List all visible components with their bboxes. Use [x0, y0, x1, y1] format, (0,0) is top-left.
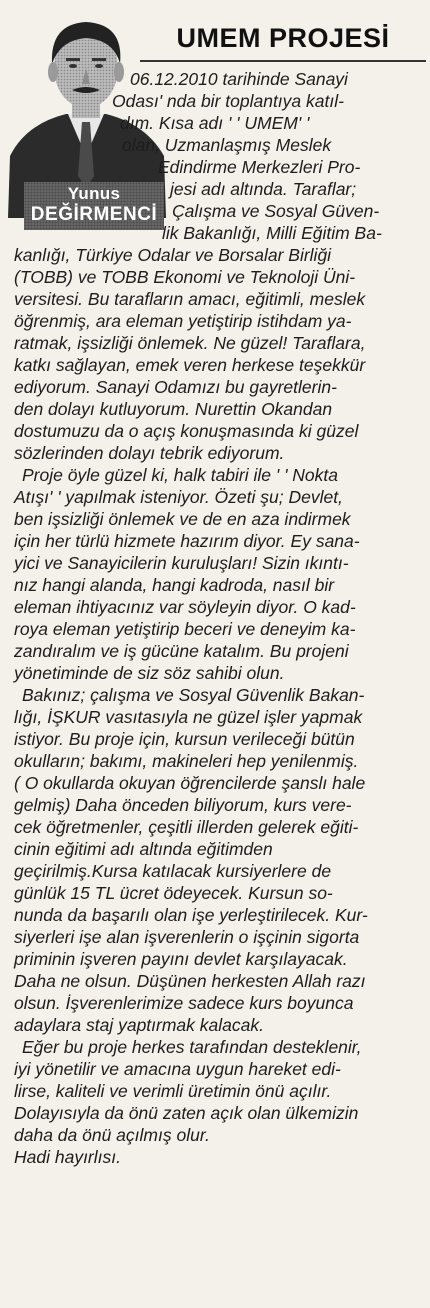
title-divider	[140, 60, 426, 62]
article-line: cek öğretmenler, çeşitli illerden gelerek eğiti-	[14, 817, 359, 837]
author-last-name: DEĞİRMENCİ	[30, 204, 158, 225]
article-line: sözlerinden dolayı tebrik ediyorum.	[14, 443, 285, 463]
article-line: 06.12.2010 tarihinde Sanayi	[130, 69, 348, 89]
article-line: Çalışma ve Sosyal Güven-	[172, 201, 380, 221]
article-line: cinin eğitimi adı altında eğitimden	[14, 839, 273, 859]
article-line: geçirilmiş.Kursa katılacak kursiyerlere de	[14, 861, 332, 881]
article-line: istiyor. Bu proje için, kursun verileceği bütün	[14, 729, 355, 749]
article-line: priminin işveren payını devlet karşılayacak.	[14, 949, 348, 969]
article-line: lik Bakanlığı, Milli Eğitim Ba-	[162, 223, 382, 243]
article-line: öğrenmiş, ara eleman yetiştirip istihdam ya-	[14, 311, 352, 331]
article-line: kanlığı, Türkiye Odalar ve Borsalar Birliği	[14, 245, 332, 265]
author-first-name: Yunus	[67, 184, 121, 203]
article-line: ratmak, işsizliği önlemek. Ne güzel! Taraflara,	[14, 333, 366, 353]
article-line: Odası' nda bir toplantıya katıl-	[112, 91, 344, 111]
article-line: katkı sağlayan, emek veren herkese teşekkür	[14, 355, 366, 375]
article-line: için her türlü hizmete hazırım diyor. Ey sana-	[14, 531, 360, 551]
article-line: roya eleman yetiştirip beceri ve deneyim ka-	[14, 619, 356, 639]
article-line: adaylara staj yaptırmak kalacak.	[14, 1015, 264, 1035]
article-line: iyi yönetilir ve amacına uygun hareket edi-	[14, 1059, 341, 1079]
article-line: zandıralım ve iş gücüne katalım. Bu projeni	[14, 641, 349, 661]
article-line: siyerleri işe alan işverenlerin o işçinin sigorta	[14, 927, 360, 947]
article-line: Hadi hayırlısı.	[14, 1147, 121, 1167]
article-line: daha da önü açılmış olur.	[14, 1125, 210, 1145]
article-line: dım. Kısa adı ' ' UMEM' '	[120, 113, 310, 133]
article-line: Eğer bu proje herkes tarafından desteklenir,	[22, 1037, 362, 1057]
article-line: yici ve Sanayicilerin kuruluşları! Sizin ıkıntı-	[14, 553, 349, 573]
article-line: gelmiş) Daha önceden biliyorum, kurs vere-	[14, 795, 352, 815]
author-name-plate	[24, 182, 164, 230]
column-title: UMEM PROJESİ	[176, 23, 390, 53]
article-line: Edindirme Merkezleri Pro-	[158, 157, 361, 177]
article-line: den dolayı kutluyorum. Nurettin Okandan	[14, 399, 333, 419]
article-line: nız hangi alanda, hangi kadroda, nasıl bir	[14, 575, 335, 595]
article-line: olsun. İşverenlerimize sadece kurs boyunca	[14, 993, 354, 1013]
article-line: Daha ne olsun. Düşünen herkesten Allah razı	[14, 971, 366, 991]
article-line: ediyorum. Sanayi Odamızı bu gayretlerin-	[14, 377, 337, 397]
article-line: lığı, İŞKUR vasıtasıyla ne güzel işler yapmak	[14, 707, 363, 727]
article-line: jesi adı altında. Taraflar;	[170, 179, 357, 199]
article-line: Proje öyle güzel ki, halk tabiri ile ' ' Nokta	[22, 465, 338, 485]
article-line: versitesi. Bu tarafların amacı, eğitimli, meslek	[14, 289, 366, 309]
article-line: okulların; bakımı, makineleri hep yenilenmiş.	[14, 751, 359, 771]
article-line: dostumuzu da o açış konuşmasında ki güzel	[14, 421, 359, 441]
article-line: nunda da başarılı olan işe yerleştirilecek. Kur-	[14, 905, 368, 925]
article-line: günlük 15 TL ücret ödeyecek. Kursun so-	[14, 883, 333, 903]
article-line: yönetiminde de siz söz sahibi olun.	[14, 663, 285, 683]
article-line: (TOBB) ve TOBB Ekonomi ve Teknoloji Üni-	[14, 267, 356, 287]
article-line: olan, Uzmanlaşmış Meslek	[122, 135, 332, 155]
article-line: eleman ihtiyacınız var söyleyin diyor. O kad-	[14, 597, 356, 617]
article-line: lirse, kaliteli ve verimli üretimin önü açılır.	[14, 1081, 332, 1101]
article-line: Dolayısıyla da önü zaten açık olan ülkemizin	[14, 1103, 359, 1123]
article-line: Bakınız; çalışma ve Sosyal Güvenlik Bakan-	[22, 685, 365, 705]
article-line: ben işsizliği önlemek ve de en aza indirmek	[14, 509, 351, 529]
article-line: Atışı' ' yapılmak isteniyor. Özeti şu; Devlet,	[14, 487, 343, 507]
article-line: ( O okullarda okuyan öğrencilerde şanslı hale	[14, 773, 366, 793]
